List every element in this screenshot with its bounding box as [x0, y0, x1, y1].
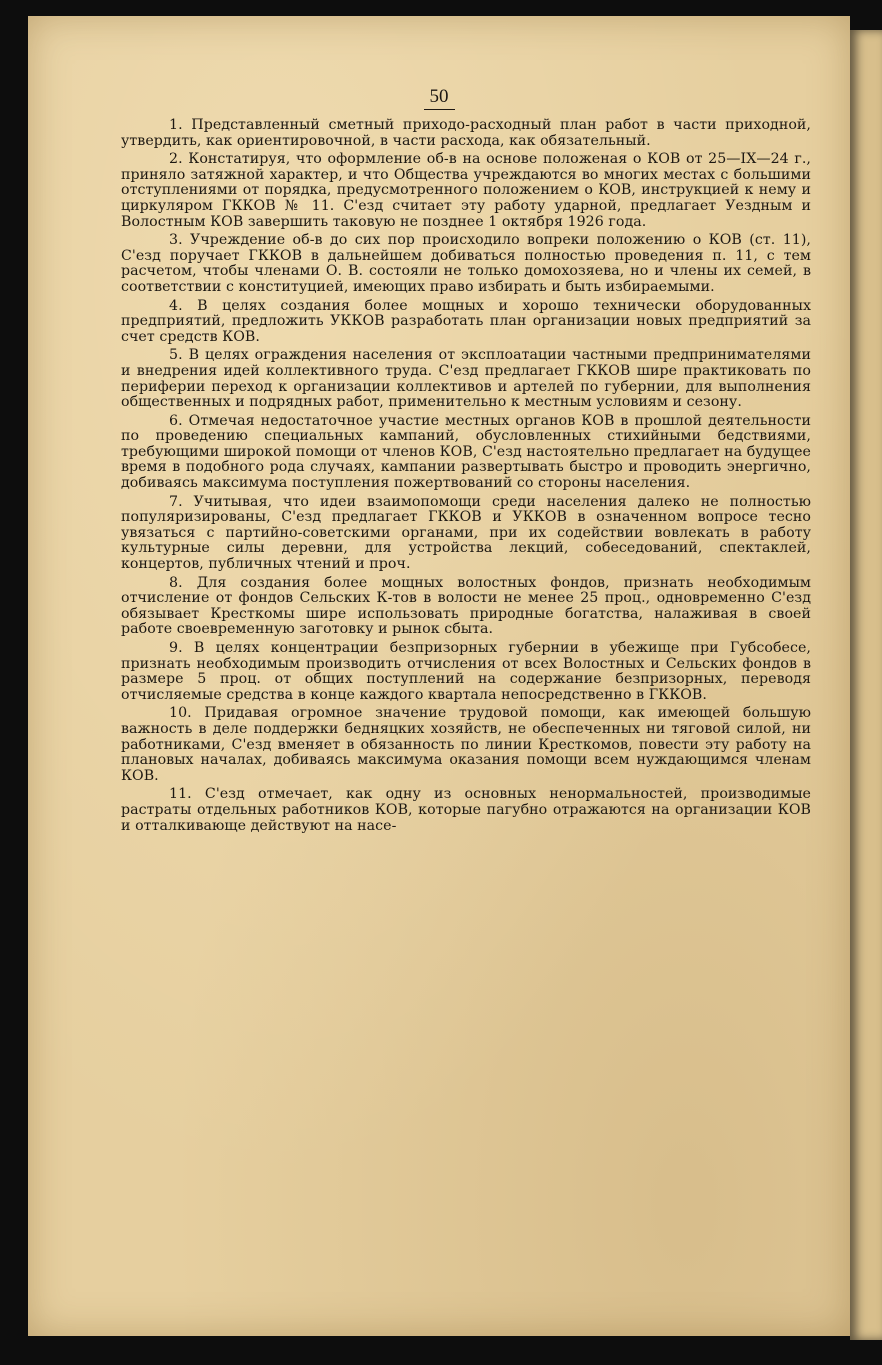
paragraph-10: 10. Придавая огромное значение трудовой помощи, как имеющей большую важность в деле поддержки бедняцких хозяйств, не обеспеченных ни тяговой силой, ни работниками, С'езд вменяет в обязанность по линии Кресткомов, повести эту работу на плановых началах, добиваясь максимума оказания помощи всем нуждающимся членам КОВ. — [121, 705, 811, 784]
paragraph-8: 8. Для создания более мощных волостных фондов, признать необходимым отчисление от фондов Сельских К-тов в волости не менее 25 проц., одновременно С'езд обязывает Кресткомы шире использовать природные богатства, налаживая в своей работе своевременную заготовку и рынок сбыта. — [121, 574, 811, 638]
paragraph-5: 5. В целях ограждения населения от эксплоатации частными предпринимателями и внедрения идей коллективного труда. С'езд предлагает ГККОВ шире практиковать по периферии переход к организации коллективов и артелей по губернии, для выполнения общественных и подрядных работ, применительно к местным условиям и сезону. — [121, 347, 811, 411]
paragraph-4: 4. В целях создания более мощных и хорошо технически оборудованных предприятий, предложить УККОВ разработать план организации новых предприятий за счет средств КОВ. — [121, 297, 811, 345]
paragraph-3: 3. Учреждение об-в до сих пор происходило вопреки положению о КОВ (ст. 11), С'езд поручает ГККОВ в дальнейшем добиваться полностью проведения п. 11, с тем расчетом, чтобы членами О. В. состояли не только домохозяева, но и члены их семей, в соответствии с конституцией, имеющих право избирать и быть избираемыми. — [121, 232, 811, 295]
paragraph-7: 7. Учитывая, что идеи взаимопомощи среди населения далеко не полностью популяризированы, С'езд предлагает ГККОВ и УККОВ в означенном вопросе тесно увязаться с партийно-советскими органами, при их содействии вовлекать в работу культурные силы деревни, для устройства лекций, собеседований, спектаклей, концертов, публичных чтений и проч. — [121, 493, 811, 573]
paragraph-11: 11. С'езд отмечает, как одну из основных ненормальностей, производимые растраты отдельных работников КОВ, которые пагубно отражаются на организации КОВ и отталкивающе действуют на насе- — [121, 786, 811, 834]
adjacent-page-edge — [850, 30, 882, 1340]
body-text — [121, 118, 811, 837]
page-number-text: 50 — [424, 86, 455, 110]
paragraph-6: 6. Отмечая недостаточное участие местных органов КОВ в прошлой деятельности по проведению специальных кампаний, обусловленных стихийными бедствиями, требующими широкой помощи от членов КОВ, С'езд настоятельно предлагает на будущее время в подобного рода случаях, кампании развертывать быстро и проводить энергично, добиваясь максимума поступления пожертвований со стороны населения. — [121, 412, 811, 492]
paragraph-9: 9. В целях концентрации безпризорных губернии в убежище при Губсобесе, признать необходимым производить отчисления от всех Волостных и Сельских фондов в размере 5 проц. от общих поступлений на содержание безпризорных, переводя отчисляемые средства в конце каждого квартала непосредственно в ГККОВ. — [121, 640, 811, 703]
page-number — [28, 86, 850, 110]
paragraph-1: 1. Представленный сметный приходо-расходный план работ в части приходной, утвердить, как ориентировочной, в части расхода, как обязательный. — [121, 117, 811, 149]
paragraph-2: 2. Констатируя, что оформление об-в на основе положеная о КОВ от 25—IX—24 г., приняло затяжной характер, и что Общества учреждаются во многих местах с большими отступлениями от порядка, предусмотренного положением о КОВ, инструкцией к нему и циркуляром ГККОВ № 11. С'езд считает эту работу ударной, предлагает Уездным и Волостным КОВ завершить таковую не позднее 1 октября 1926 года. — [121, 151, 811, 230]
